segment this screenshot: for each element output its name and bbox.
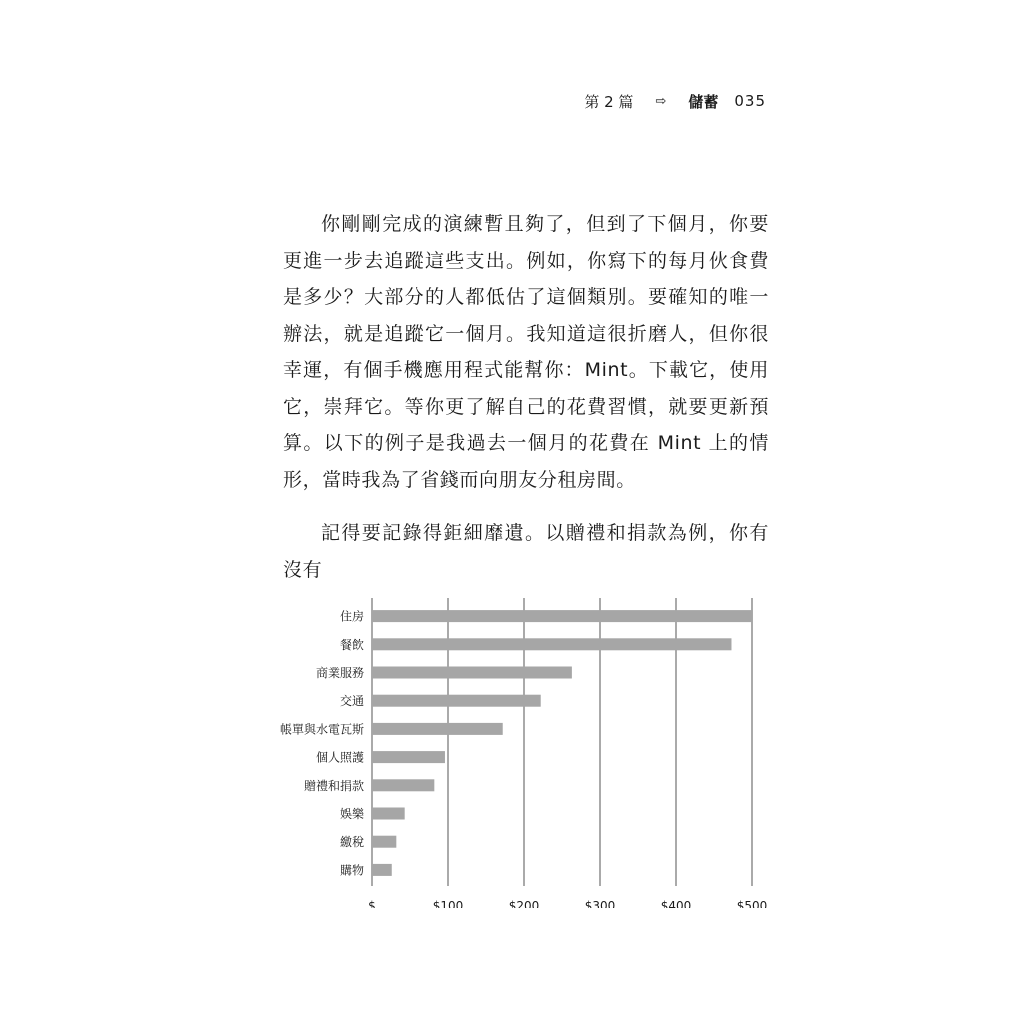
bar-8 <box>372 836 396 848</box>
category-label: 商業服務 <box>315 666 364 680</box>
category-label: 購物 <box>339 863 364 878</box>
paragraph-1: 你剛剛完成的演練暫且夠了，但到了下個月，你要更進一步去追蹤這些支出。例如，你寫下的每月伙食費是多少？大部分的人都低估了這個類別。要確知的唯一辦法，就是追蹤它一個月。我知道這很折磨人，但你很幸運，有個手機應用程式能幫你：Mint。下載它，使用它，崇拜它。等你更了解自己的花費習慣，就要更新預算。以下的例子是我過去一個月的花費在 Mint 上的情形，當時我為了省錢而向朋友分租房間。 <box>283 213 769 491</box>
running-header <box>560 88 766 114</box>
bar-7 <box>372 808 405 820</box>
x-tick-label: $ <box>368 899 376 908</box>
x-tick-label: $300 <box>584 899 616 908</box>
x-tick-label: $200 <box>508 899 540 908</box>
category-label: 帳單與水電瓦斯 <box>279 722 364 737</box>
x-tick-label: $400 <box>660 899 692 908</box>
category-label: 繳稅 <box>339 835 364 850</box>
bar-9 <box>372 864 392 876</box>
spending-bar-chart <box>270 588 770 912</box>
category-label: 贈禮和捐款 <box>303 778 364 793</box>
bar-2 <box>372 667 572 679</box>
page-number: 035 <box>734 92 766 110</box>
bar-4 <box>372 723 503 735</box>
bar-6 <box>372 779 434 791</box>
body-text <box>283 206 769 588</box>
category-label: 娛樂 <box>339 807 364 821</box>
category-label: 餐飲 <box>339 637 364 652</box>
bar-3 <box>372 695 541 707</box>
arrow-icon: ⇨ <box>655 93 667 109</box>
bar-1 <box>372 638 731 650</box>
x-tick-label: $100 <box>432 899 464 908</box>
category-label: 個人照護 <box>315 750 364 765</box>
category-label: 住房 <box>339 609 364 624</box>
bar-5 <box>372 751 445 763</box>
bar-0 <box>372 610 752 622</box>
category-label: 交通 <box>339 694 364 709</box>
paragraph-2: 記得要記錄得鉅細靡遺。以贈禮和捐款為例，你有沒有 <box>283 522 769 581</box>
section-title: 儲蓄 <box>688 92 719 111</box>
x-tick-label: $500 <box>736 899 768 908</box>
chart-canvas <box>270 588 770 908</box>
part-label: 第 2 篇 <box>584 92 634 111</box>
